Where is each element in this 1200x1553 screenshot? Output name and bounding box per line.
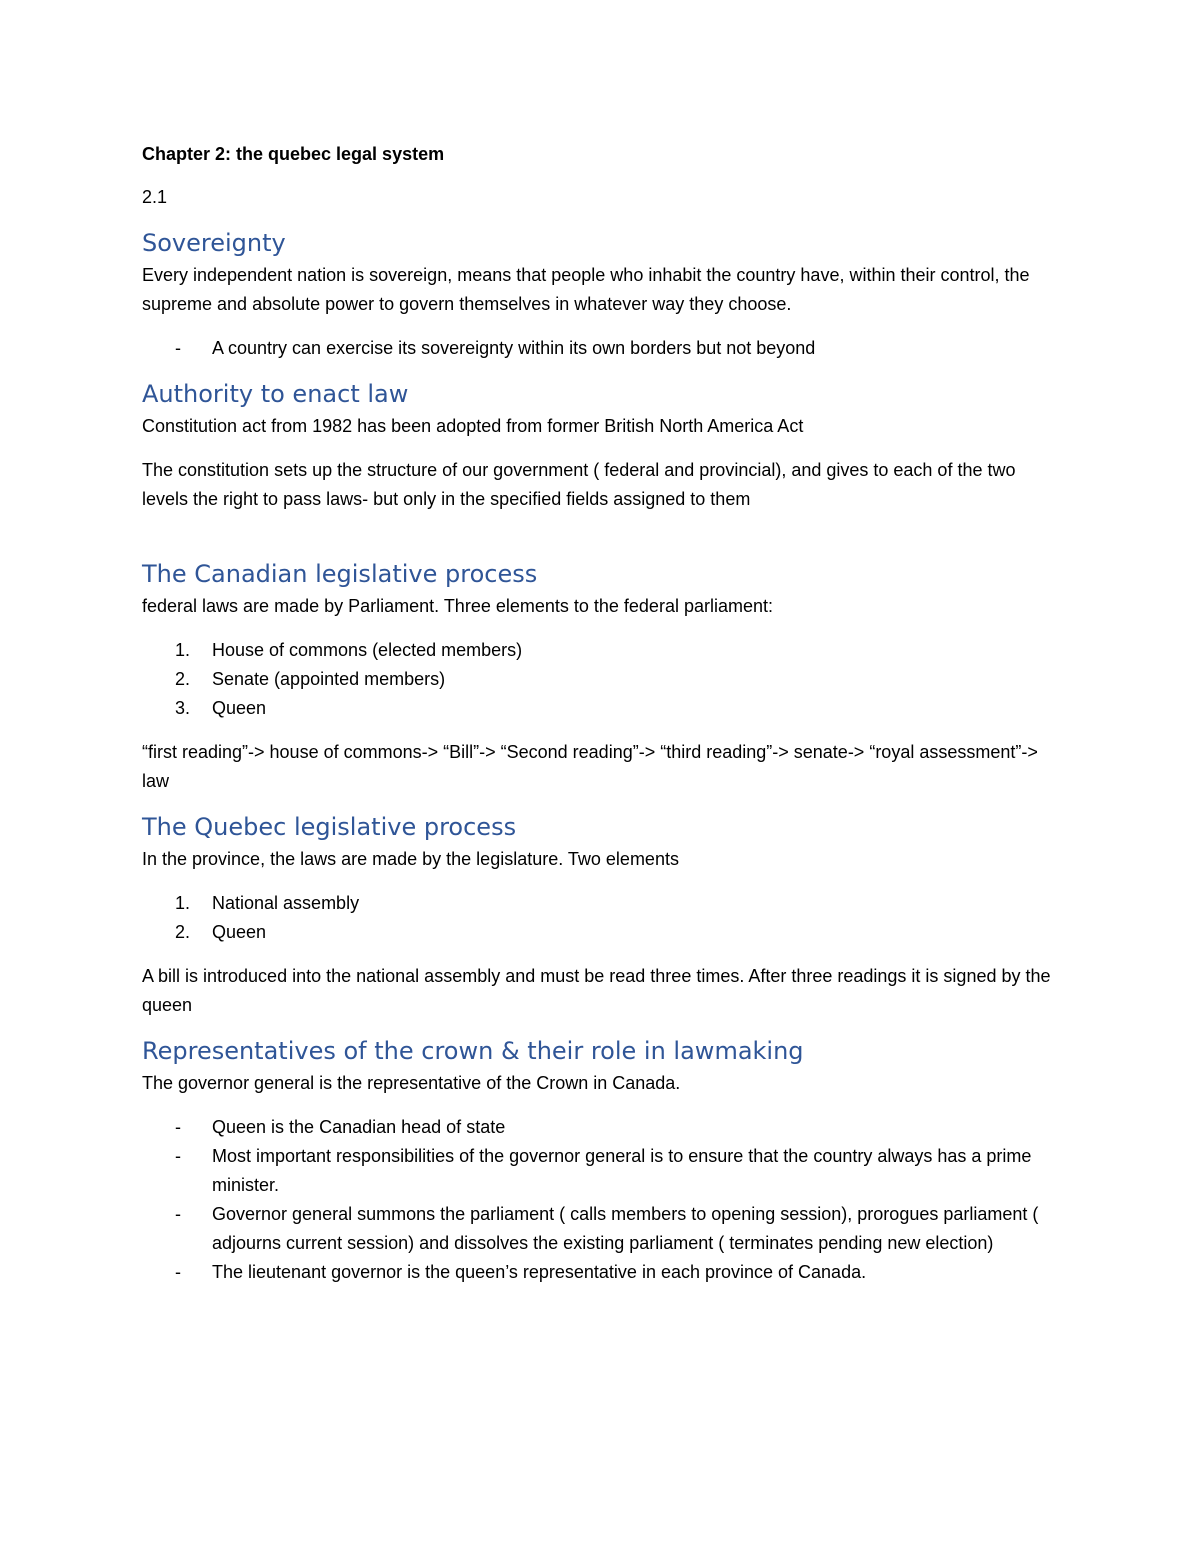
- list-item: [142, 1113, 1062, 1142]
- number-marker: 1.: [175, 640, 191, 660]
- list-item-text: Senate (appointed members): [212, 669, 446, 689]
- representatives-list: [142, 1113, 1062, 1287]
- heading-canadian-process: The Canadian legislative process: [142, 560, 538, 588]
- list-item: [142, 1258, 1062, 1287]
- authority-paragraph-2: The constitution sets up the structure of our government ( federal and provincial), and gives to each of the two levels the right to pass laws- but only in the specified fields assigned to them: [142, 460, 1016, 509]
- heading-sovereignty: Sovereignty: [142, 229, 286, 257]
- list-item-text: House of commons (elected members): [212, 640, 523, 660]
- heading-authority: Authority to enact law: [142, 380, 409, 408]
- dash-marker: -: [175, 1204, 181, 1224]
- number-marker: 2.: [175, 669, 191, 689]
- heading-quebec-process: The Quebec legislative process: [142, 813, 517, 841]
- quebec-elements-list: [142, 889, 1062, 947]
- list-item-text: Queen: [212, 698, 267, 718]
- list-item: [142, 694, 1062, 723]
- list-item-text: A country can exercise its sovereignty within its own borders but not beyond: [212, 338, 816, 358]
- sovereignty-paragraph: Every independent nation is sovereign, means that people who inhabit the country have, within their control, the supreme and absolute power to govern themselves in whatever way they choose.: [142, 265, 1030, 314]
- heading-representatives: Representatives of the crown & their role in lawmaking: [142, 1037, 804, 1065]
- dash-marker: -: [175, 1146, 181, 1166]
- dash-marker: -: [175, 338, 181, 358]
- canadian-intro: federal laws are made by Parliament. Three elements to the federal parliament:: [142, 596, 773, 616]
- list-item: [142, 665, 1062, 694]
- canadian-flow: “first reading”-> house of commons-> “Bill”-> “Second reading”-> “third reading”-> senate-> “royal assessment”-> law: [142, 742, 1038, 791]
- list-item-text: The lieutenant governor is the queen’s representative in each province of Canada.: [212, 1262, 867, 1282]
- section-number: 2.1: [142, 187, 168, 207]
- list-item-text: National assembly: [212, 893, 360, 913]
- authority-paragraph-1: Constitution act from 1982 has been adopted from former British North America Act: [142, 416, 804, 436]
- number-marker: 2.: [175, 922, 191, 942]
- list-item: [142, 1200, 1062, 1258]
- sovereignty-list: [142, 334, 1062, 363]
- list-item-text: Queen: [212, 922, 267, 942]
- document-page: [142, 140, 1062, 1302]
- list-item: [142, 334, 1062, 363]
- number-marker: 3.: [175, 698, 191, 718]
- chapter-title: Chapter 2: the quebec legal system: [142, 144, 445, 164]
- quebec-intro: In the province, the laws are made by the legislature. Two elements: [142, 849, 679, 869]
- number-marker: 1.: [175, 893, 191, 913]
- dash-marker: -: [175, 1262, 181, 1282]
- representatives-intro: The governor general is the representative of the Crown in Canada.: [142, 1073, 681, 1093]
- list-item: [142, 889, 1062, 918]
- list-item: [142, 918, 1062, 947]
- list-item: [142, 1142, 1062, 1200]
- dash-marker: -: [175, 1117, 181, 1137]
- list-item-text: Queen is the Canadian head of state: [212, 1117, 506, 1137]
- canadian-elements-list: [142, 636, 1062, 723]
- list-item-text: Governor general summons the parliament ( calls members to opening session), prorogues parliament ( adjourns current session) and dissolves the existing parliament ( terminates pending new election): [212, 1204, 1039, 1253]
- quebec-paragraph: A bill is introduced into the national assembly and must be read three times. After three readings it is signed by the queen: [142, 966, 1051, 1015]
- list-item-text: Most important responsibilities of the governor general is to ensure that the country always has a prime minister.: [212, 1146, 1032, 1195]
- list-item: [142, 636, 1062, 665]
